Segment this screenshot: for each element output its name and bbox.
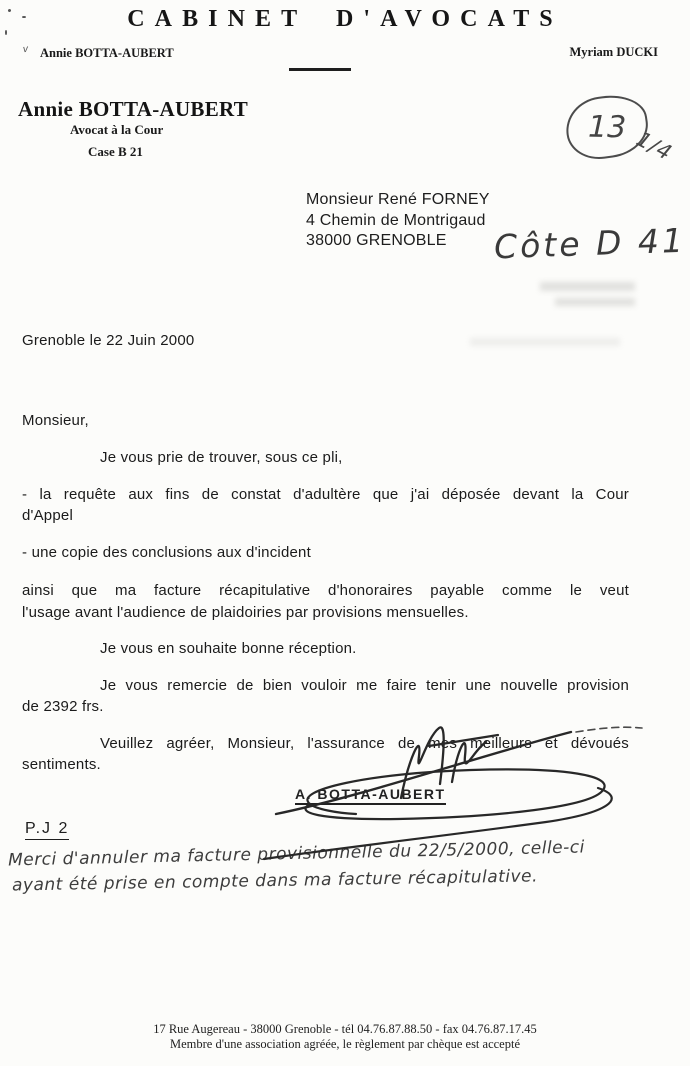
recipient-name: Monsieur René FORNEY	[306, 191, 490, 208]
paragraph-line: - une copie des conclusions aux d'incident	[22, 543, 311, 561]
sender-case-box: Case B 21	[88, 144, 143, 159]
footer-membership-line: Membre d'une association agréée, le règlement par chèque est accepté	[170, 1036, 520, 1051]
paragraph-line: de 2392 frs.	[22, 698, 104, 715]
page-fraction: 1/4	[632, 126, 677, 166]
paragraph-line: Je vous prie de trouver, sous ce pli,	[100, 449, 343, 466]
paragraph-line: l'usage avant l'audience de plaidoiries par provisions mensuelles.	[22, 603, 469, 621]
paragraph	[22, 484, 629, 527]
sender-name: Annie BOTTA-AUBERT	[18, 97, 249, 121]
pen-check-mark: v	[22, 43, 29, 56]
cote-annotation: Côte D 41	[493, 220, 687, 267]
paragraph-line: sentiments.	[22, 756, 101, 773]
circled-exhibit-number	[562, 91, 652, 164]
signature-typed-name: A. BOTTA-AUBERT	[295, 786, 446, 805]
footer	[0, 1022, 690, 1051]
recipient-city: 38000 GRENOBLE	[306, 232, 447, 249]
scan-speck	[5, 30, 7, 35]
handwritten-note-line2: ayant été prise en compte dans ma facture récapitulative.	[11, 866, 539, 896]
recipient-street: 4 Chemin de Montrigaud	[306, 211, 486, 229]
paragraph-line: Je vous en souhaite bonne réception.	[100, 640, 357, 657]
scan-smudge	[540, 282, 635, 291]
letterhead-title: CABINET D'AVOCATS	[127, 6, 563, 32]
recipient-address	[306, 190, 490, 252]
scan-speck	[22, 16, 26, 18]
exhibit-number: 13	[587, 109, 627, 145]
paragraph-line: - la requête aux fins de constat d'adultère que j'ai déposée devant la Cour	[22, 485, 629, 503]
paragraph-line: ainsi que ma facture récapitulative d'honoraires payable comme le veut	[22, 582, 629, 599]
paragraph	[22, 542, 629, 564]
salutation: Monsieur,	[22, 411, 89, 429]
letterhead-left-name: Annie BOTTA-AUBERT	[40, 46, 174, 60]
paragraph	[22, 580, 629, 623]
paragraph-line: d'Appel	[22, 507, 73, 524]
paragraph	[22, 447, 629, 469]
handwritten-note-line1: Merci d'annuler ma facture provisionnelle du 22/5/2000, celle-ci	[7, 837, 586, 871]
paragraph	[22, 675, 629, 718]
letterhead-right-name: Myriam DUCKI	[569, 45, 658, 59]
paragraph-line: Je vous remercie de bien vouloir me faire tenir une nouvelle provision	[100, 676, 629, 694]
enclosure-label: P.J 2	[25, 820, 69, 840]
paragraph	[22, 638, 629, 660]
signature-scrawl	[246, 716, 646, 866]
scan-smudge	[555, 298, 635, 306]
footer-address-line: 17 Rue Augereau - 38000 Grenoble - tél 04.76.87.88.50 - fax 04.76.87.17.45	[153, 1022, 537, 1036]
date-line: Grenoble le 22 Juin 2000	[22, 332, 195, 349]
letter-body	[22, 330, 629, 776]
sender-role: Avocat à la Cour	[70, 122, 164, 137]
letterhead-divider	[289, 68, 351, 71]
paragraph-line: Veuillez agréer, Monsieur, l'assurance de mes meilleurs et dévoués	[100, 734, 629, 752]
